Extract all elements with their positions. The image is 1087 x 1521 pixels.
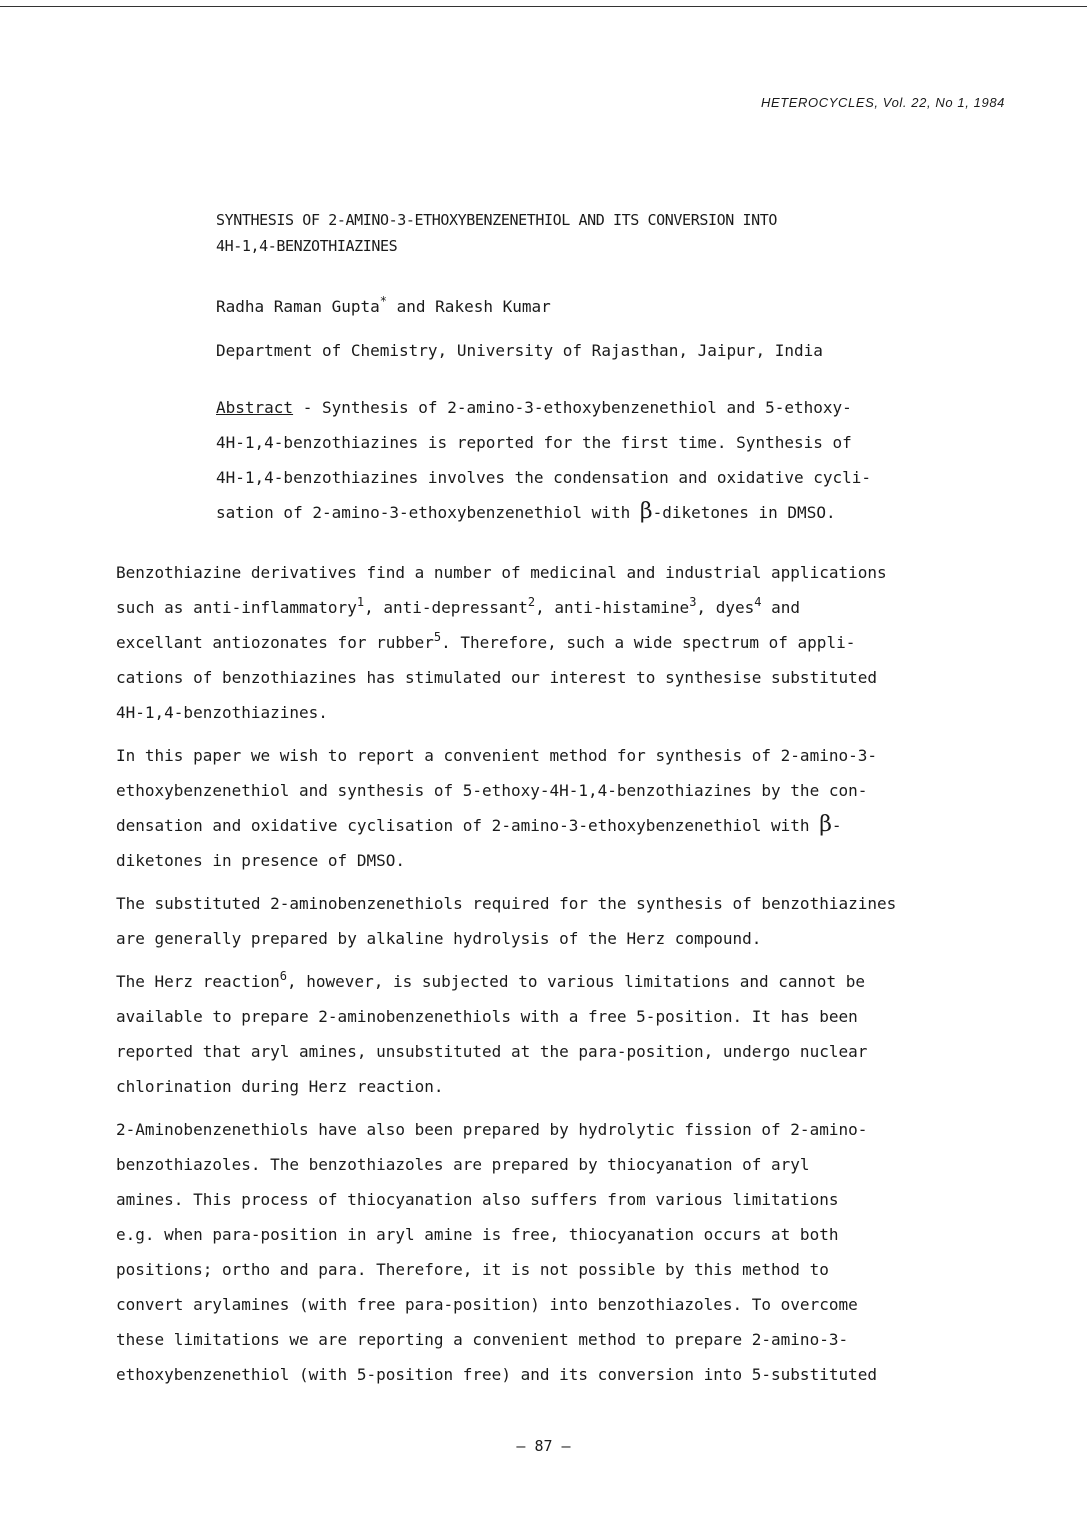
top-rule <box>0 6 1087 7</box>
text-line: are generally prepared by alkaline hydrolysis of the Herz compound. <box>116 929 762 948</box>
text-line: 4H-1,4-benzothiazines. <box>116 703 328 722</box>
author-name: Rakesh Kumar <box>435 297 551 316</box>
text-line: amines. This process of thiocyanation also suffers from various limitations <box>116 1190 839 1209</box>
abstract-line: 4H-1,4-benzothiazines is reported for the first time. Synthesis of <box>216 433 852 452</box>
text-line: convert arylamines (with free para-position) into benzothiazoles. To overcome <box>116 1295 858 1314</box>
text-line: diketones in presence of DMSO. <box>116 851 405 870</box>
title-line: SYNTHESIS OF 2-AMINO-3-ETHOXYBENZENETHIOL AND ITS CONVERSION INTO <box>216 211 777 229</box>
text-line: ethoxybenzenethiol (with 5-position free) and its conversion into 5-substituted <box>116 1365 877 1384</box>
corresponding-author-mark: * <box>379 294 387 308</box>
text-run: densation and oxidative cyclisation of 2-amino-3-ethoxybenzenethiol with <box>116 816 820 835</box>
beta-symbol: β <box>639 499 653 524</box>
text-run: , dyes <box>696 598 755 617</box>
text-run: , anti-histamine <box>535 598 690 617</box>
abstract-text: sation of 2-amino-3-ethoxybenzenethiol with <box>216 503 640 522</box>
abstract <box>216 390 871 530</box>
beta-symbol: β <box>819 812 832 837</box>
reference-mark: 2 <box>527 595 536 609</box>
abstract-text: -diketones in DMSO. <box>652 503 836 522</box>
abstract-label: Abstract <box>216 398 294 417</box>
text-line: these limitations we are reporting a convenient method to prepare 2-amino-3- <box>116 1330 849 1349</box>
reference-mark: 3 <box>689 595 697 609</box>
abstract-line <box>216 390 871 425</box>
text-line <box>116 625 896 660</box>
text-line: Benzothiazine derivatives find a number of medicinal and industrial applications <box>116 563 887 582</box>
paragraph <box>116 886 896 956</box>
paragraph <box>116 738 896 878</box>
text-line: reported that aryl amines, unsubstituted at the para-position, undergo nuclear <box>116 1042 868 1061</box>
author-line <box>216 294 551 316</box>
paragraph <box>116 555 896 730</box>
reference-mark: 4 <box>754 595 762 609</box>
text-run: and <box>761 598 800 617</box>
text-line: positions; ortho and para. Therefore, it is not possible by this method to <box>116 1260 829 1279</box>
affiliation: Department of Chemistry, University of Rajasthan, Jaipur, India <box>216 341 823 360</box>
text-run: . Therefore, such a wide spectrum of appli- <box>441 633 856 652</box>
text-line: benzothiazoles. The benzothiazoles are prepared by thiocyanation of aryl <box>116 1155 810 1174</box>
article-body <box>116 555 896 1400</box>
text-run: The Herz reaction <box>116 972 280 991</box>
abstract-line: 4H-1,4-benzothiazines involves the condensation and oxidative cycli- <box>216 468 872 487</box>
text-line <box>116 590 896 625</box>
page-number: — 87 — <box>516 1437 571 1455</box>
text-run: , however, is subjected to various limitations and cannot be <box>287 972 865 991</box>
text-run: - <box>831 816 842 835</box>
reference-mark: 5 <box>433 630 442 644</box>
reference-mark: 1 <box>356 595 365 609</box>
text-line <box>116 808 896 843</box>
text-line <box>116 964 896 999</box>
journal-citation: HETEROCYCLES, Vol. 22, No 1, 1984 <box>760 95 1005 110</box>
text-line: In this paper we wish to report a convenient method for synthesis of 2-amino-3- <box>116 746 877 765</box>
text-run: excellant antiozonates for rubber <box>116 633 434 652</box>
text-line: cations of benzothiazines has stimulated our interest to synthesise substituted <box>116 668 877 687</box>
title-line: 4H-1,4-BENZOTHIAZINES <box>216 237 398 255</box>
text-run: , anti-depressant <box>364 598 528 617</box>
text-run: such as anti-inflammatory <box>116 598 357 617</box>
text-line: ethoxybenzenethiol and synthesis of 5-ethoxy-4H-1,4-benzothiazines by the con- <box>116 781 868 800</box>
author-conjunction: and <box>387 297 436 316</box>
text-line: chlorination during Herz reaction. <box>116 1077 444 1096</box>
reference-mark: 6 <box>279 969 287 983</box>
author-name: Radha Raman Gupta <box>216 297 380 316</box>
paragraph <box>116 1112 896 1392</box>
text-line: e.g. when para-position in aryl amine is free, thiocyanation occurs at both <box>116 1225 839 1244</box>
paragraph <box>116 964 896 1104</box>
abstract-line <box>216 495 871 530</box>
text-line: 2-Aminobenzenethiols have also been prepared by hydrolytic fission of 2-amino- <box>116 1120 868 1139</box>
abstract-text: - Synthesis of 2-amino-3-ethoxybenzenethiol and 5-ethoxy- <box>293 398 852 417</box>
article-title <box>216 207 936 259</box>
text-line: The substituted 2-aminobenzenethiols required for the synthesis of benzothiazines <box>116 894 897 913</box>
text-line: available to prepare 2-aminobenzenethiols with a free 5-position. It has been <box>116 1007 858 1026</box>
